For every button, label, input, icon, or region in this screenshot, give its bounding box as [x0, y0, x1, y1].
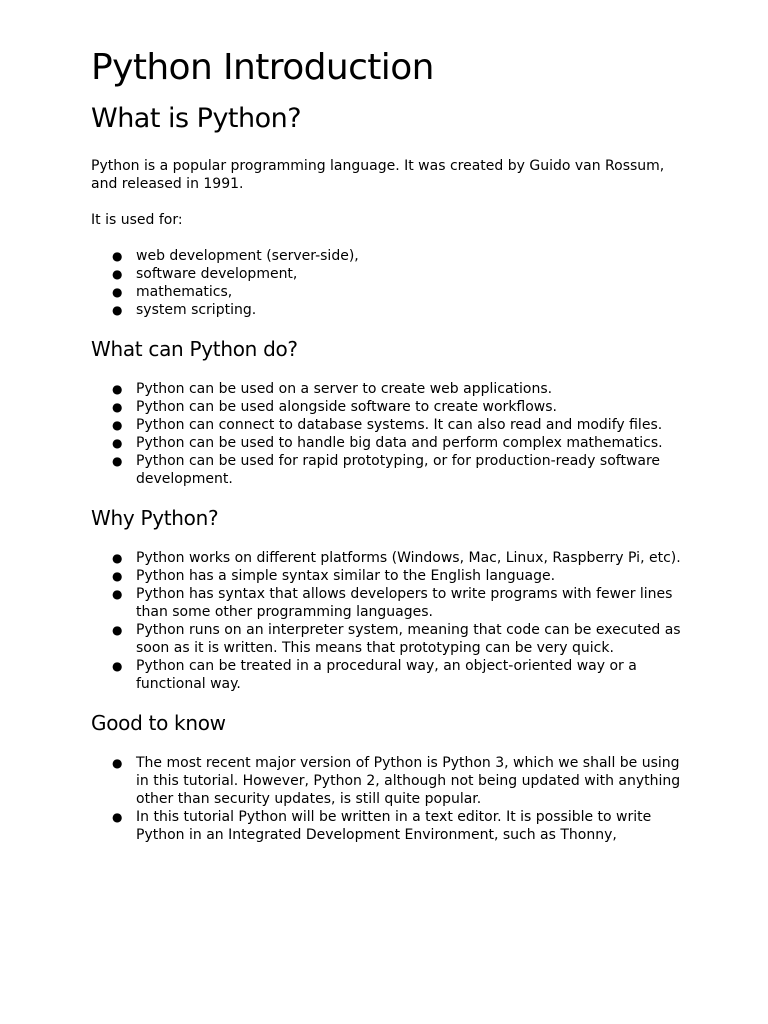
list-item — [91, 808, 691, 844]
list-item — [91, 585, 691, 621]
list-item-text: The most recent major version of Python is Python 3, which we shall be using in this tutorial. However, Python 2, although not being updated with anything other than security updates, is still quite popular. — [136, 755, 681, 807]
list-item-text: software development, — [136, 266, 298, 282]
page-title: Python Introduction — [91, 47, 434, 88]
list-item — [91, 754, 691, 808]
bullet-icon: ● — [112, 400, 123, 414]
bullet-icon: ● — [112, 569, 123, 583]
list-item — [91, 301, 691, 319]
list-item-text: Python works on different platforms (Windows, Mac, Linux, Raspberry Pi, etc). — [136, 550, 681, 566]
list-item-text: Python can be used on a server to create web applications. — [136, 381, 553, 397]
bullet-icon: ● — [112, 418, 123, 432]
list-item-text: Python can be used to handle big data and perform complex mathematics. — [136, 435, 663, 451]
list-item-text: Python can connect to database systems. It can also read and modify files. — [136, 417, 663, 433]
list-item-text: mathematics, — [136, 284, 233, 300]
bullet-icon: ● — [112, 756, 123, 770]
list-item — [91, 247, 691, 265]
document-content — [91, 44, 691, 844]
list-item — [91, 621, 691, 657]
list-item-text: In this tutorial Python will be written in a text editor. It is possible to write Python in an Integrated Development Environment, such as Thonny, — [136, 809, 652, 843]
section-heading-good-to-know: Good to know — [91, 711, 226, 735]
bullet-icon: ● — [112, 267, 123, 281]
section-heading-what-can-python-do: What can Python do? — [91, 337, 298, 361]
list-item-text: Python runs on an interpreter system, meaning that code can be executed as soon as it is written. This means that prototyping can be very quick. — [136, 622, 681, 656]
bullet-icon: ● — [112, 303, 123, 317]
bullet-icon: ● — [112, 249, 123, 263]
list-item-text: system scripting. — [136, 302, 257, 318]
section-heading-what-is-python: What is Python? — [91, 103, 302, 134]
list-item — [91, 283, 691, 301]
bullet-icon: ● — [112, 623, 123, 637]
list-item-text: Python can be used alongside software to create workflows. — [136, 399, 557, 415]
list-item — [91, 380, 691, 398]
bullet-icon: ● — [112, 436, 123, 450]
list-item — [91, 657, 691, 693]
intro-paragraph: Python is a popular programming language. It was created by Guido van Rossum, and released in 1991. — [91, 158, 665, 192]
list-item-text: Python has a simple syntax similar to the English language. — [136, 568, 556, 584]
list-item — [91, 452, 691, 488]
list-item — [91, 416, 691, 434]
bullet-icon: ● — [112, 382, 123, 396]
list-item — [91, 265, 691, 283]
list-item-text: Python can be treated in a procedural way, an object-oriented way or a functional way. — [136, 658, 637, 692]
bullet-icon: ● — [112, 454, 123, 468]
bullet-icon: ● — [112, 587, 123, 601]
list-item-text: Python can be used for rapid prototyping, or for production-ready software development. — [136, 453, 661, 487]
list-item — [91, 549, 691, 567]
good-to-know-list — [91, 754, 691, 844]
section-heading-why-python: Why Python? — [91, 506, 219, 530]
can-do-list — [91, 380, 691, 488]
list-item — [91, 567, 691, 585]
bullet-icon: ● — [112, 810, 123, 824]
bullet-icon: ● — [112, 551, 123, 565]
list-item — [91, 434, 691, 452]
list-item-text: Python has syntax that allows developers to write programs with fewer lines than some other programming languages. — [136, 586, 673, 620]
why-list — [91, 549, 691, 693]
bullet-icon: ● — [112, 659, 123, 673]
list-item — [91, 398, 691, 416]
bullet-icon: ● — [112, 285, 123, 299]
list-item-text: web development (server-side), — [136, 248, 359, 264]
used-for-list — [91, 247, 691, 319]
used-for-label: It is used for: — [91, 212, 183, 228]
